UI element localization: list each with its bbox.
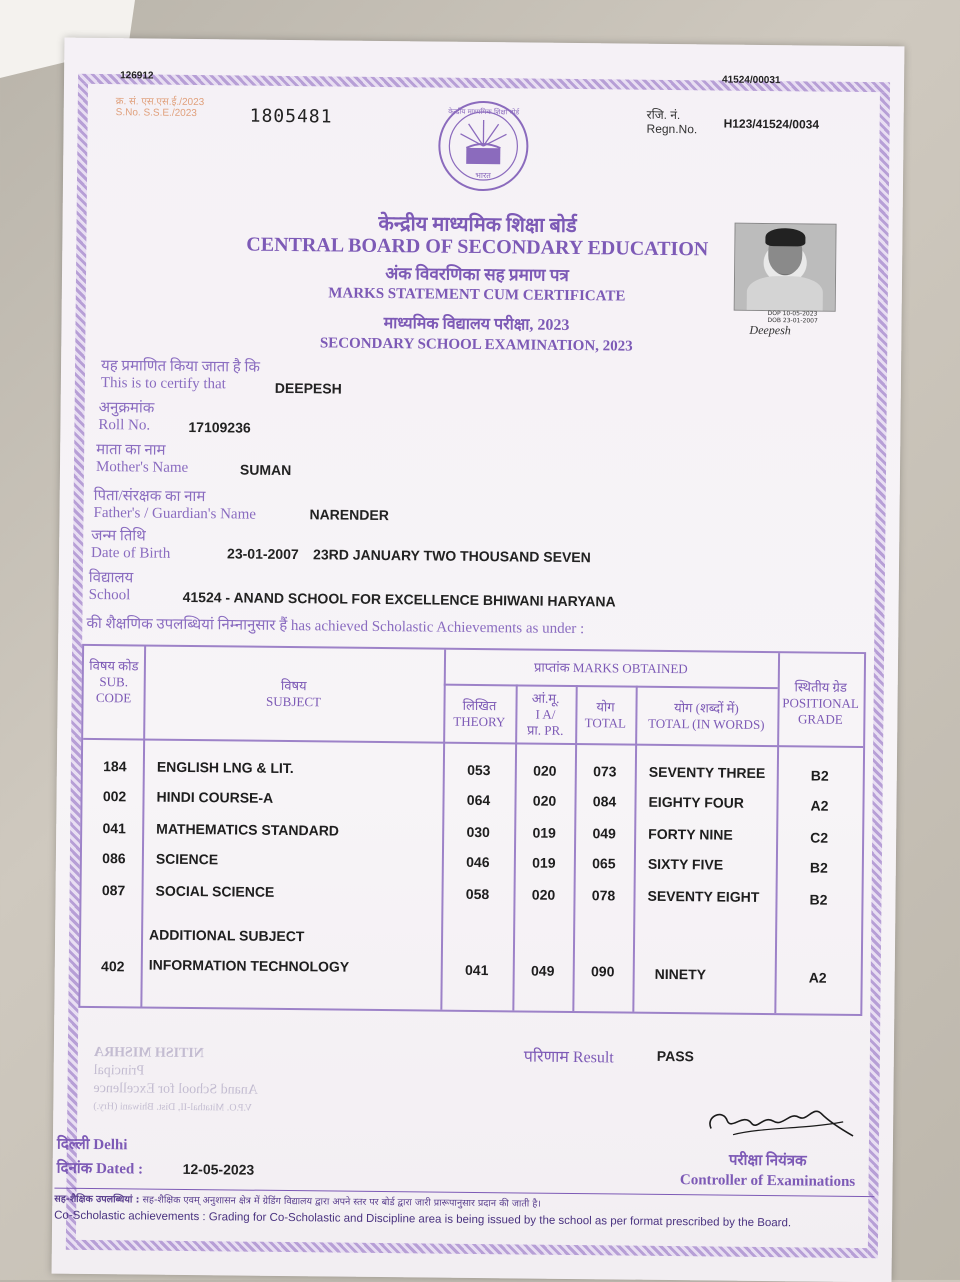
dated-label-english: Dated : [96,1161,143,1177]
row-total: 084 [574,793,634,810]
roll-number: 17109236 [188,419,250,436]
photo-body [747,276,823,312]
mother-label [96,442,189,477]
row-code: 041 [92,820,136,836]
row-grade: A2 [775,969,861,986]
row-ia: 049 [513,962,573,979]
header-ia-english: I A/ [515,706,575,723]
row-theory: 041 [441,962,513,979]
header-theory-hindi: लिखित [443,698,515,715]
student-photo [734,223,837,312]
place-label-hindi: दिल्ली [57,1137,90,1153]
mother-label-english: Mother's Name [96,459,188,477]
row-ia: 020 [513,886,573,903]
place-label-english: Delhi [93,1137,127,1153]
row-total: 078 [573,887,633,904]
achieved-label-hindi: की शैक्षणिक उपलब्धियां निम्नानुसार हैं [86,616,287,634]
school-label [89,570,134,604]
certify-label-hindi: यह प्रमाणित किया जाता है कि [101,358,260,377]
doc-title-english: MARKS STATEMENT CUM CERTIFICATE [212,284,742,307]
footer-english: Co-Scholastic achievements : Grading for Co-Scholastic and Discipline area is being issued by the school as per format prescribed by the Board. [54,1210,874,1231]
roll-label-hindi: अनुक्रमांक [99,400,155,418]
result-label [524,1045,614,1068]
exam-name-hindi: माध्यमिक विद्यालय परीक्षा, 2023 [211,309,741,337]
row-theory: 064 [442,792,514,809]
school-name: 41524 - ANAND SCHOOL FOR EXCELLENCE BHIWANI HARYANA [183,589,616,610]
header-total-english: TOTAL [575,715,635,732]
row-total-words: NINETY [655,966,707,983]
regn-label [646,108,697,137]
dob-words: 23RD JANUARY TWO THOUSAND SEVEN [313,546,591,565]
regn-number: H123/41524/0034 [724,117,820,132]
footer-hindi-text: सह-शैक्षिक एवम् अनुशासन क्षेत्र में ग्रेडिंग विद्यालय द्वारा अपने स्तर पर बोर्ड द्वारा जारी प्रारूपानुसार प्रदान की जाती है। [142,1195,541,1210]
row-subject: HINDI COURSE-A [156,789,426,808]
photo-signature: Deepesh [749,323,790,338]
marks-header-divider [444,684,778,689]
father-label [93,488,256,524]
result-label-hindi: परिणाम [524,1049,569,1066]
header-marks-obtained [444,659,778,678]
row-total: 090 [573,963,633,980]
row-total: 073 [575,763,635,780]
row-ia: 019 [514,854,574,871]
row-theory: 030 [442,824,514,841]
row-total-words: SEVENTY EIGHT [647,888,777,905]
principal-stamp-offset [93,1044,334,1119]
regn-label-hindi: रजि. नं. [647,108,698,123]
header-grade [777,679,863,728]
emblem-bottom-text: भारत [475,171,491,180]
header-code-english: SUB. CODE [83,674,143,707]
serial-number: 1805481 [250,106,333,128]
regn-label-english: Regn.No. [646,122,697,137]
controller-label-hindi: परीक्षा नियंत्रक [673,1150,863,1172]
stamp-school-address: V.P.O. Mitathal-II, Dist. Bhiwani (Hry.) [93,1098,333,1119]
dob-label [91,528,171,563]
header-subject-hindi: विषय [144,677,444,696]
stamp-principal-title: Principal [94,1062,334,1083]
roll-label [98,400,154,435]
dated-label [57,1158,144,1179]
sno-label [116,96,205,119]
row-subject: SCIENCE [156,851,426,870]
place-label [57,1134,128,1155]
student-name: DEEPESH [275,380,342,397]
marks-table [78,644,866,1016]
header-words-english: TOTAL (IN WORDS) [635,716,777,733]
header-grade-hindi: स्थितीय ग्रेड [778,679,864,696]
header-words-hindi: योग (शब्दों में) [635,700,777,717]
cbse-emblem-icon [428,97,539,194]
father-label-english: Father's / Guardian's Name [93,505,256,524]
header-total-words [635,700,777,733]
row-theory: 058 [441,886,513,903]
result-value: PASS [657,1048,694,1064]
row-grade: C2 [776,829,862,846]
header-grade-english: POSITIONAL GRADE [777,695,863,728]
row-total-words: EIGHTY FOUR [648,794,778,811]
photo-caption-dob: DOB 23-01-2007 [768,317,818,325]
marks-statement-sheet [52,38,905,1282]
row-total: 049 [574,825,634,842]
sno-label-hindi: क्र. सं. एस.एस.ई./2023 [116,96,205,108]
row-code: 086 [92,850,136,866]
dated-label-hindi: दिनांक [57,1161,93,1177]
father-name: NARENDER [309,506,389,523]
row-total-words: SIXTY FIVE [648,856,778,873]
stamp-school-name: Anand School for Excellence [93,1080,333,1101]
col-divider [632,686,637,1012]
certify-label [101,358,260,394]
row-grade: B2 [775,891,861,908]
dob-value: 23-01-2007 [227,545,299,562]
top-left-serial: 126912 [120,70,153,81]
board-name-hindi: केन्द्रीय माध्यमिक शिक्षा बोर्ड [212,207,742,240]
header-subject [143,677,443,712]
top-right-code: 41524/00031 [722,75,781,87]
header-marks-hindi: प्राप्तांक [534,660,570,675]
emblem-ring-text: केन्द्रीय माध्यमिक शिक्षा बोर्ड [448,107,520,117]
row-code: 087 [91,882,135,898]
header-ia-hindi: आं.मू. [516,690,576,707]
header-code [83,658,143,707]
row-code: 184 [93,758,137,774]
sno-label-english: S.No. S.S.E./2023 [116,107,205,119]
row-subject: ENGLISH LNG & LIT. [157,759,427,778]
father-label-hindi: पिता/संरक्षक का नाम [94,488,257,507]
school-label-english: School [89,587,134,604]
row-theory: 053 [443,762,515,779]
row-ia: 020 [515,762,575,779]
row-code: 402 [91,958,135,974]
dob-label-hindi: जन्म तिथि [91,528,170,546]
mother-name: SUMAN [240,461,292,478]
controller-signature-icon [703,1094,864,1148]
row-theory: 046 [442,854,514,871]
row-subject: MATHEMATICS STANDARD [156,821,426,840]
controller-label [672,1150,862,1192]
row-grade: A2 [776,797,862,814]
header-total [575,699,635,732]
row-ia: 019 [514,824,574,841]
header-marks-english: MARKS OBTAINED [573,660,688,676]
header-ia-pr: प्रा. PR. [515,722,575,739]
header-subject-english: SUBJECT [143,693,443,712]
photo-hair [765,228,805,246]
photo-caption-dop: DOP 10-05-2023 [768,310,818,318]
row-total-words: SEVENTY THREE [649,764,779,781]
controller-label-english: Controller of Examinations [672,1170,862,1192]
header-theory-english: THEORY [443,714,515,731]
header-code-hindi: विषय कोड [84,658,144,675]
stamp-principal-name: NITISH MISHRA [94,1044,334,1065]
achieved-label-english: has achieved Scholastic Achievements as under : [291,618,584,637]
header-total-hindi: योग [575,699,635,716]
row-ia: 020 [514,792,574,809]
certify-label-english: This is to certify that [101,375,260,394]
exam-name-english: SECONDARY SCHOOL EXAMINATION, 2023 [211,334,741,357]
header-divider [83,738,863,748]
header-theory [443,698,515,731]
row-total-words: FORTY NINE [648,826,778,843]
header-ia [515,690,575,739]
row-grade: B2 [777,767,863,784]
result-label-english: Result [573,1049,614,1066]
row-subject: INFORMATION TECHNOLOGY [149,957,350,975]
row-code: 002 [92,788,136,804]
roll-label-english: Roll No. [98,417,154,435]
row-subject: SOCIAL SCIENCE [155,883,425,902]
row-total: 065 [574,855,634,872]
additional-subject-label: ADDITIONAL SUBJECT [149,927,304,945]
issue-date: 12-05-2023 [183,1161,255,1178]
footer-hindi-label: सह-शैक्षिक उपलब्धियां : [54,1194,139,1206]
board-name-english: CENTRAL BOARD OF SECONDARY EDUCATION [212,233,742,262]
school-label-hindi: विद्यालय [89,570,134,587]
doc-title-hindi: अंक विवरणिका सह प्रमाण पत्र [212,259,742,288]
mother-label-hindi: माता का नाम [96,442,188,460]
dob-label-english: Date of Birth [91,545,170,563]
row-grade: B2 [776,859,862,876]
